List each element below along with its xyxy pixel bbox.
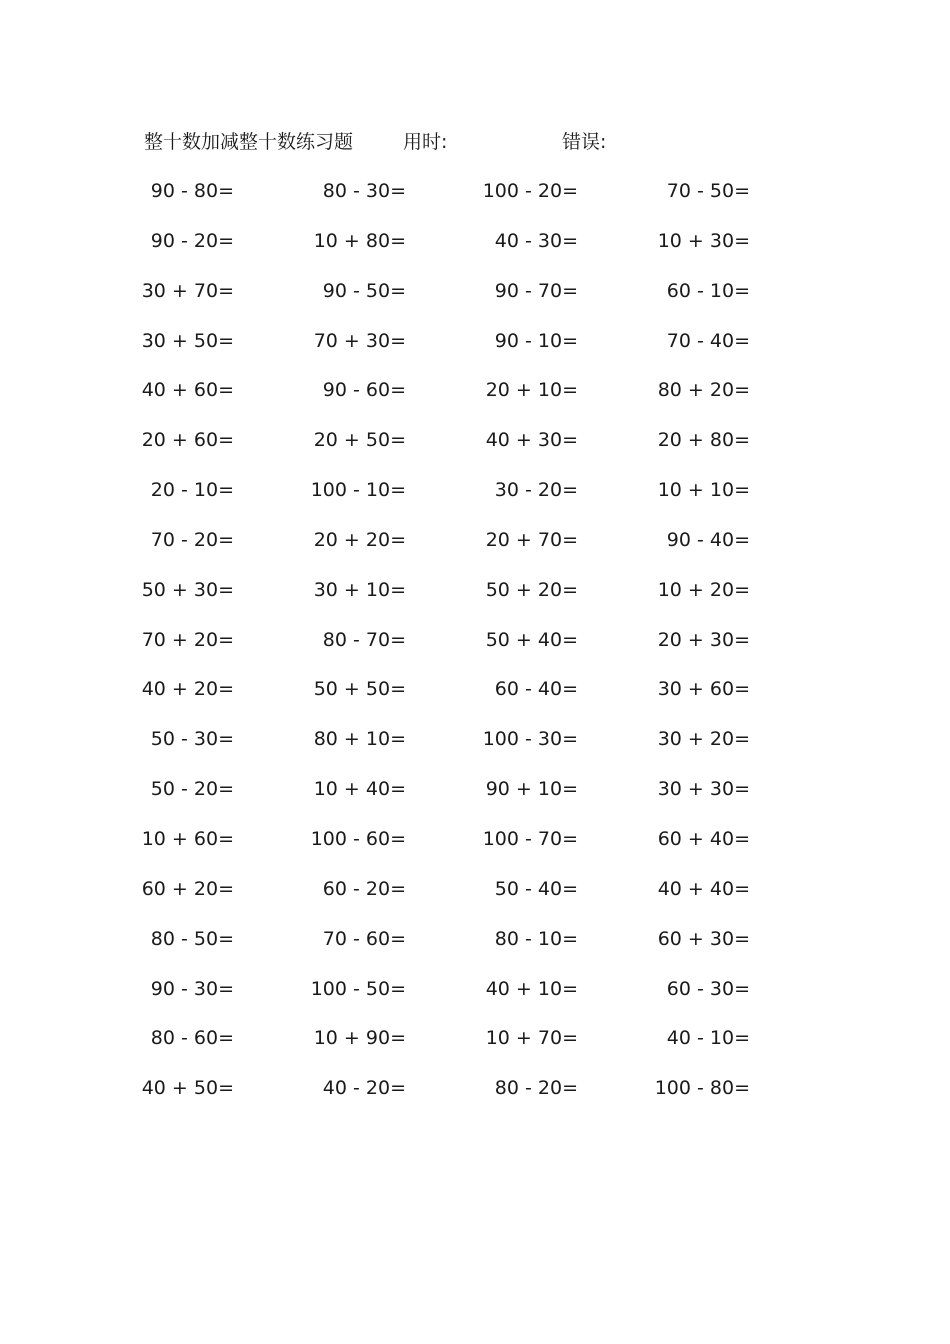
problem-row [0, 625, 950, 675]
arithmetic-problem: 100 - 20= [482, 180, 578, 202]
arithmetic-problem: 30 - 20= [494, 479, 578, 502]
arithmetic-problem: 40 + 20= [141, 678, 234, 701]
arithmetic-problem: 60 - 10= [666, 279, 750, 302]
problem-row [0, 1073, 950, 1123]
worksheet-header [0, 128, 950, 156]
arithmetic-problem: 20 + 60= [141, 429, 234, 452]
arithmetic-problem: 90 - 40= [666, 528, 750, 551]
arithmetic-problem: 80 - 20= [494, 1077, 578, 1100]
arithmetic-problem: 80 - 10= [494, 927, 578, 950]
problem-row [0, 724, 950, 774]
arithmetic-problem: 30 + 20= [657, 728, 750, 751]
arithmetic-problem: 90 - 70= [494, 279, 578, 302]
arithmetic-problem: 80 - 50= [150, 927, 234, 950]
arithmetic-problem: 80 - 70= [322, 628, 406, 651]
arithmetic-problem: 40 - 30= [494, 229, 578, 252]
arithmetic-problem: 10 + 90= [313, 1027, 406, 1050]
arithmetic-problem: 30 + 50= [141, 329, 234, 352]
arithmetic-problem: 10 + 30= [657, 229, 750, 252]
arithmetic-problem: 60 + 20= [141, 877, 234, 900]
arithmetic-problem: 40 + 50= [141, 1077, 234, 1100]
problem-row [0, 326, 950, 376]
arithmetic-problem: 40 - 20= [322, 1077, 406, 1100]
arithmetic-problem: 70 + 30= [313, 329, 406, 352]
arithmetic-problem: 20 - 10= [150, 479, 234, 502]
arithmetic-problem: 60 - 30= [666, 977, 750, 1000]
worksheet-title: 整十数加减整十数练习题 [144, 131, 354, 153]
arithmetic-problem: 30 + 60= [657, 678, 750, 701]
arithmetic-problem: 20 + 70= [485, 528, 578, 551]
problem-row [0, 226, 950, 276]
arithmetic-problem: 10 + 70= [485, 1027, 578, 1050]
arithmetic-problem: 40 + 10= [485, 977, 578, 1000]
arithmetic-problem: 80 + 10= [313, 728, 406, 751]
arithmetic-problem: 90 - 20= [150, 229, 234, 252]
problem-row [0, 475, 950, 525]
problem-row [0, 276, 950, 326]
problem-row [0, 974, 950, 1024]
problem-grid [0, 176, 950, 1123]
arithmetic-problem: 70 - 40= [666, 329, 750, 352]
arithmetic-problem: 20 + 30= [657, 628, 750, 651]
arithmetic-problem: 60 - 20= [322, 877, 406, 900]
errors-label: 错误: [562, 131, 607, 153]
arithmetic-problem: 90 - 30= [150, 977, 234, 1000]
problem-row [0, 425, 950, 475]
arithmetic-problem: 90 + 10= [485, 778, 578, 801]
arithmetic-problem: 100 - 60= [310, 827, 406, 850]
problem-row [0, 375, 950, 425]
arithmetic-problem: 100 - 70= [482, 827, 578, 850]
arithmetic-problem: 70 - 50= [666, 180, 750, 202]
arithmetic-problem: 80 - 30= [322, 180, 406, 202]
arithmetic-problem: 90 - 10= [494, 329, 578, 352]
arithmetic-problem: 20 + 20= [313, 528, 406, 551]
arithmetic-problem: 80 + 20= [657, 379, 750, 402]
arithmetic-problem: 50 + 20= [485, 578, 578, 601]
arithmetic-problem: 20 + 50= [313, 429, 406, 452]
problem-row [0, 824, 950, 874]
arithmetic-problem: 20 + 10= [485, 379, 578, 402]
arithmetic-problem: 10 + 10= [657, 479, 750, 502]
arithmetic-problem: 70 - 20= [150, 528, 234, 551]
arithmetic-problem: 40 + 60= [141, 379, 234, 402]
arithmetic-problem: 70 - 60= [322, 927, 406, 950]
arithmetic-problem: 50 - 40= [494, 877, 578, 900]
arithmetic-problem: 10 + 40= [313, 778, 406, 801]
arithmetic-problem: 90 - 60= [322, 379, 406, 402]
arithmetic-problem: 50 + 50= [313, 678, 406, 701]
problem-row [0, 874, 950, 924]
arithmetic-problem: 50 - 20= [150, 778, 234, 801]
arithmetic-problem: 40 + 30= [485, 429, 578, 452]
arithmetic-problem: 60 - 40= [494, 678, 578, 701]
arithmetic-problem: 10 + 80= [313, 229, 406, 252]
problem-row [0, 525, 950, 575]
problem-row [0, 924, 950, 974]
arithmetic-problem: 50 + 30= [141, 578, 234, 601]
problem-row [0, 1023, 950, 1073]
arithmetic-problem: 30 + 10= [313, 578, 406, 601]
arithmetic-problem: 70 + 20= [141, 628, 234, 651]
arithmetic-problem: 40 - 10= [666, 1027, 750, 1050]
arithmetic-problem: 90 - 80= [150, 180, 234, 202]
arithmetic-problem: 100 - 10= [310, 479, 406, 502]
arithmetic-problem: 50 + 40= [485, 628, 578, 651]
arithmetic-problem: 40 + 40= [657, 877, 750, 900]
arithmetic-problem: 80 - 60= [150, 1027, 234, 1050]
arithmetic-problem: 100 - 80= [654, 1077, 750, 1100]
arithmetic-problem: 30 + 70= [141, 279, 234, 302]
arithmetic-problem: 60 + 30= [657, 927, 750, 950]
arithmetic-problem: 100 - 30= [482, 728, 578, 751]
arithmetic-problem: 30 + 30= [657, 778, 750, 801]
arithmetic-problem: 10 + 20= [657, 578, 750, 601]
problem-row [0, 176, 950, 226]
problem-row [0, 575, 950, 625]
arithmetic-problem: 100 - 50= [310, 977, 406, 1000]
problem-row [0, 674, 950, 724]
arithmetic-problem: 20 + 80= [657, 429, 750, 452]
arithmetic-problem: 60 + 40= [657, 827, 750, 850]
arithmetic-problem: 50 - 30= [150, 728, 234, 751]
problem-row [0, 774, 950, 824]
time-used-label: 用时: [403, 131, 448, 153]
arithmetic-problem: 10 + 60= [141, 827, 234, 850]
arithmetic-problem: 90 - 50= [322, 279, 406, 302]
